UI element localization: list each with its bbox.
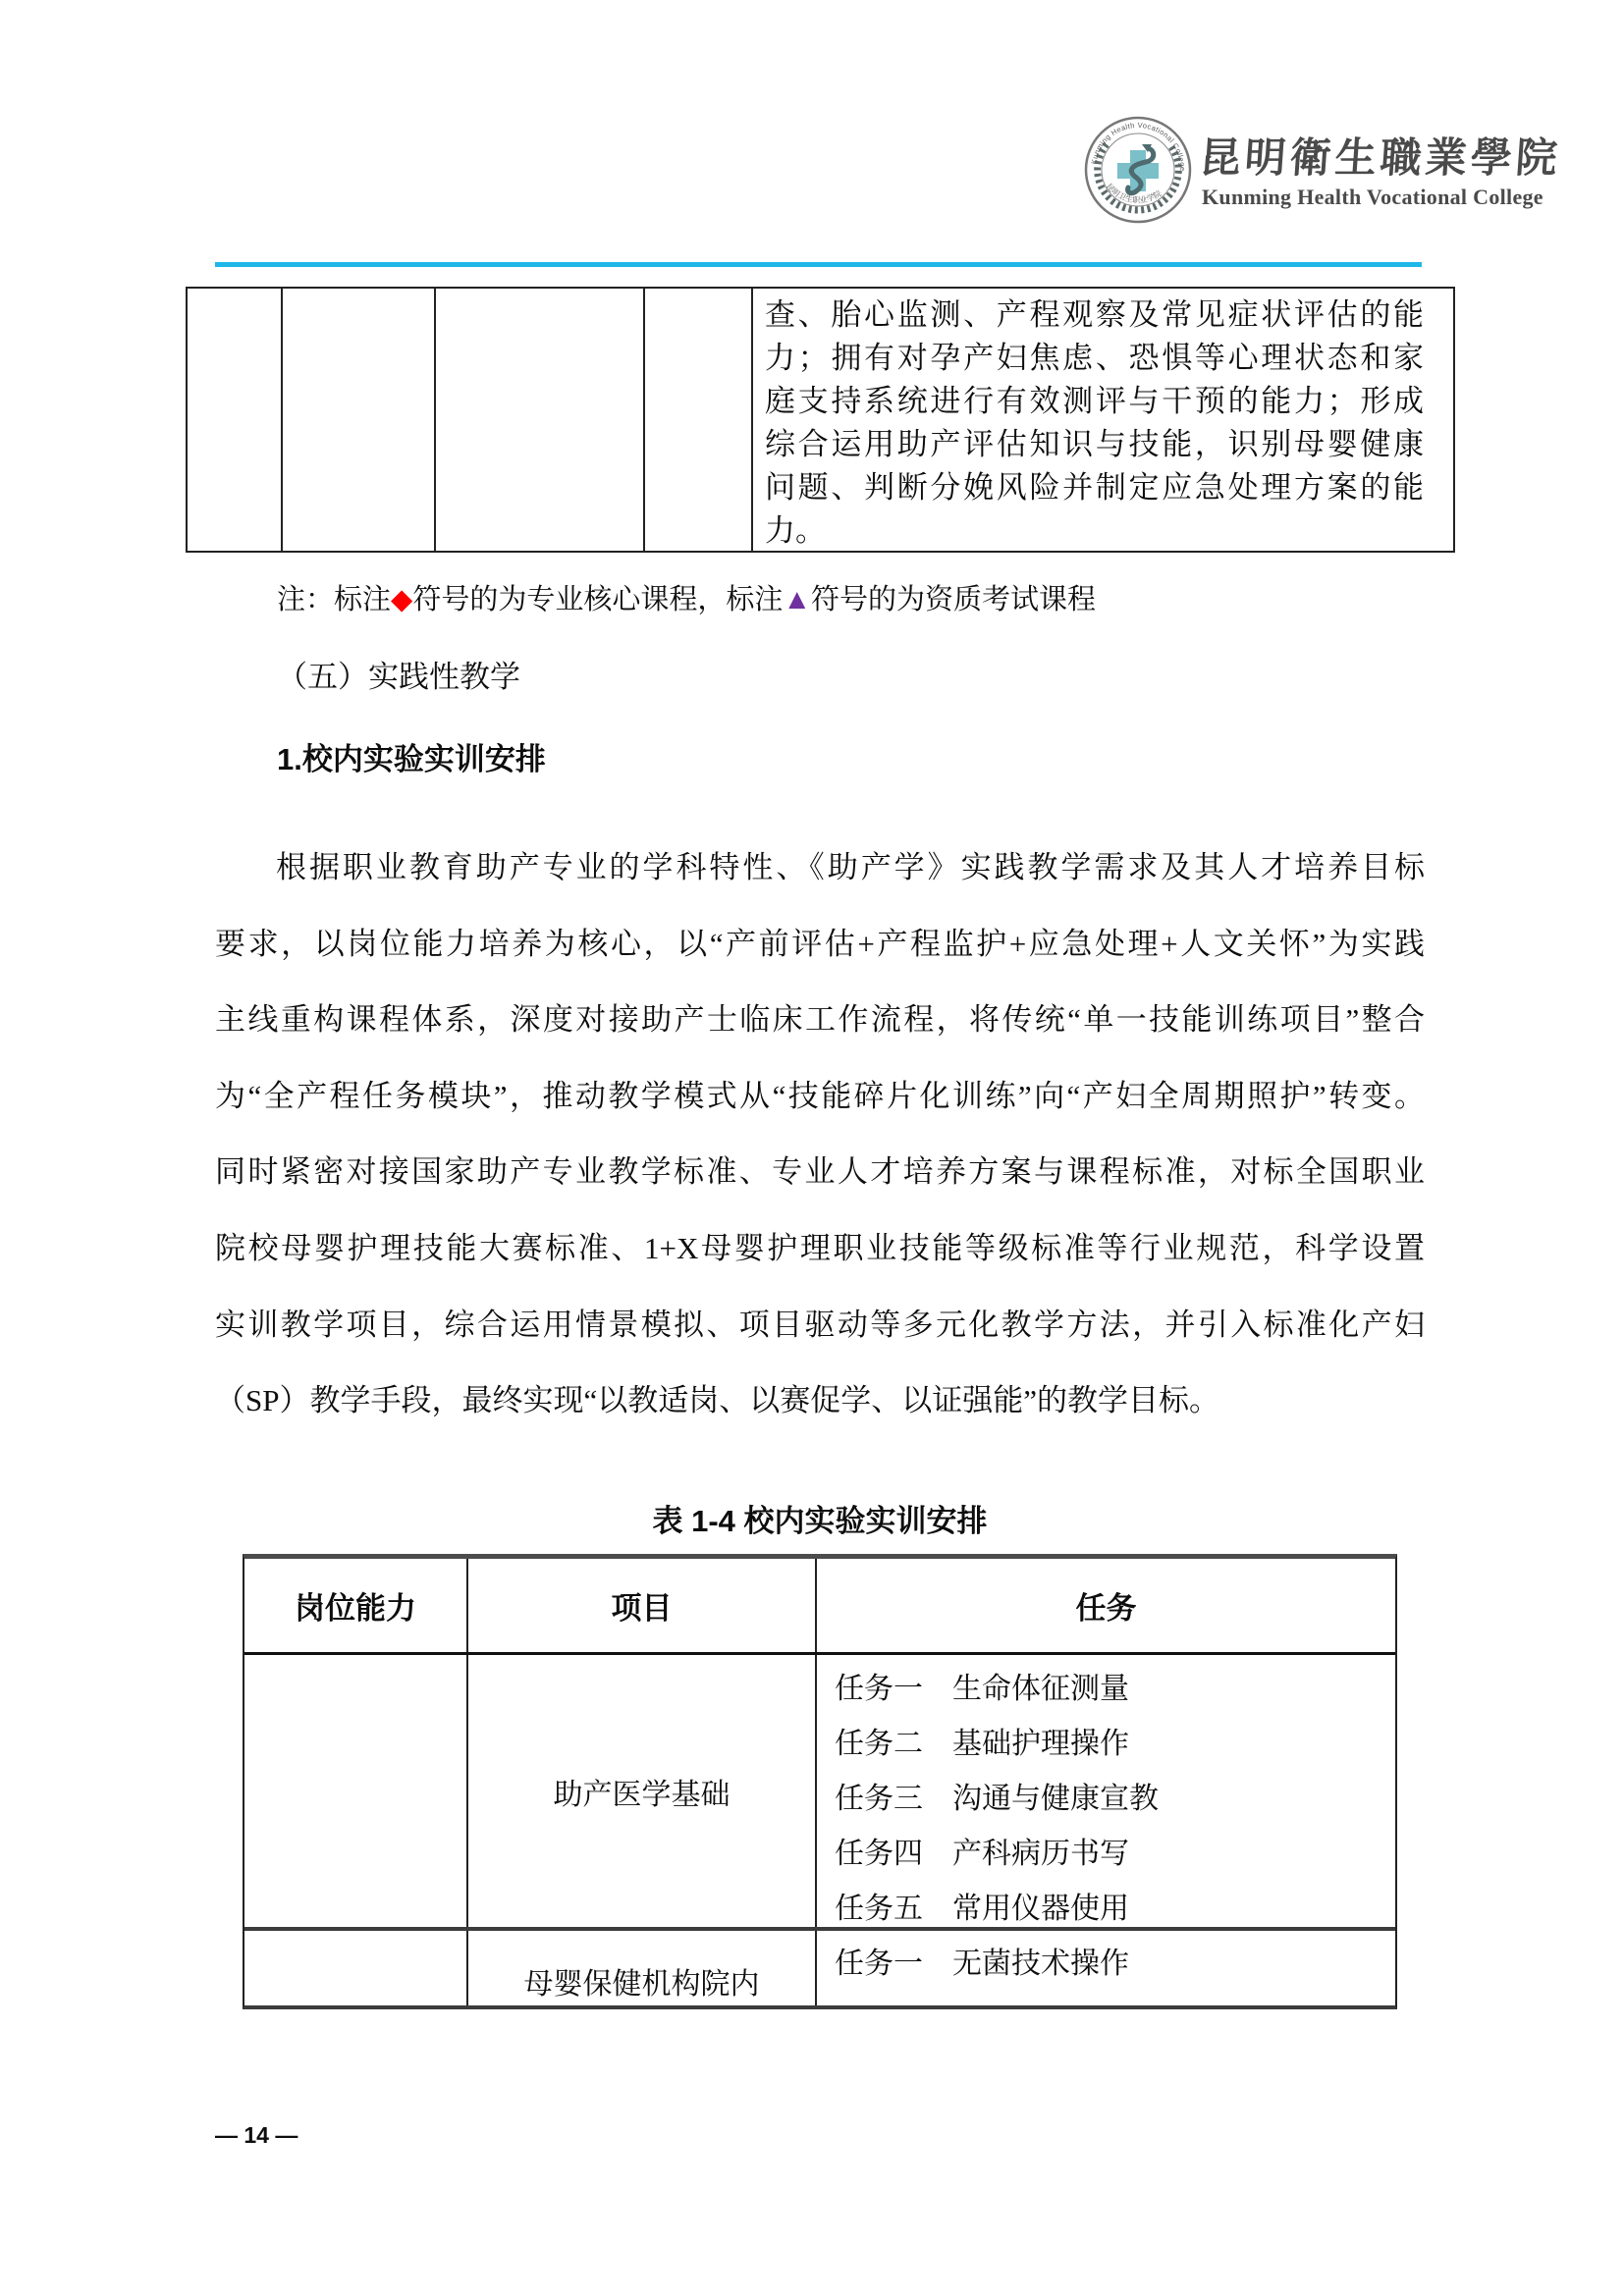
subsection-heading: 1.校内实验实训安排 <box>277 742 546 776</box>
task-list-cell <box>835 1937 1384 1992</box>
seal-text-top: Kunming Health Vocational College <box>1089 120 1188 172</box>
page-number: — 14 — <box>215 2122 298 2148</box>
table-caption: 表 1-4 校内实验实训安排 <box>652 1504 988 1538</box>
college-seal-logo <box>1083 115 1193 225</box>
table-column-divider <box>751 289 753 551</box>
body-paragraph <box>215 829 1425 1439</box>
course-symbol-note <box>277 577 1096 617</box>
cell-text-line: 综合运用助产评估知识与技能，识别母婴健康 <box>765 427 1424 461</box>
task-item: 任务三 沟通与健康宣教 <box>835 1783 1159 1815</box>
paragraph-line: 要求，以岗位能力培养为核心，以“产前评估+产程监护+应急处理+人文关怀”为实践 <box>215 926 1425 961</box>
college-name-english: Kunming Health Vocational College <box>1202 185 1543 209</box>
column-header-ability: 岗位能力 <box>295 1591 416 1626</box>
seal-icon <box>1083 115 1193 225</box>
task-item: 任务二 基础护理操作 <box>835 1728 1129 1760</box>
core-course-diamond-icon: ◆ <box>391 584 413 615</box>
table-column-divider <box>643 289 645 551</box>
note-middle: 符号的为专业核心课程，标注 <box>412 584 784 615</box>
seal-text-bottom: 昆明卫生职业学院 <box>1104 182 1164 205</box>
table-column-divider <box>281 289 283 551</box>
task-item: 任务一 无菌技术操作 <box>835 1948 1129 1980</box>
header-row-divider <box>244 1652 1395 1655</box>
college-name-calligraphy: 昆明衛生職業學院 <box>1198 136 1563 182</box>
ability-description-cell <box>765 294 1424 553</box>
table-column-divider <box>434 289 436 551</box>
paragraph-line: 为“全产程任务模块”，推动教学模式从“技能碎片化训练”向“产妇全周期照护”转变。 <box>215 1078 1425 1113</box>
task-item: 任务四 产科病历书写 <box>835 1838 1129 1870</box>
exam-course-triangle-icon: ▲ <box>783 584 812 615</box>
cell-text-line: 查、胎心监测、产程观察及常见症状评估的能 <box>765 297 1424 332</box>
cell-text-line: 力；拥有对孕产妇焦虑、恐惧等心理状态和家 <box>765 341 1424 375</box>
column-header-task: 任务 <box>1075 1591 1137 1626</box>
task-list-cell <box>835 1662 1384 1937</box>
task-item: 任务一 生命体征测量 <box>835 1673 1129 1705</box>
column-header-project: 项目 <box>611 1591 673 1626</box>
cell-text-line: 问题、判断分娩风险并制定应急处理方案的能 <box>765 470 1424 505</box>
paragraph-line: 主线重构课程体系，深度对接助产士临床工作流程，将传统“单一技能训练项目”整合 <box>215 1002 1425 1038</box>
note-suffix: 符号的为资质考试课程 <box>811 584 1097 615</box>
project-cell: 母婴保健机构院内 <box>523 1968 760 2001</box>
paragraph-line: （SP）教学手段，最终实现“以教适岗、以赛促学、以证强能”的教学目标。 <box>215 1383 1219 1418</box>
task-item: 任务五 常用仪器使用 <box>835 1893 1129 1925</box>
training-arrangement-table <box>243 1554 1397 2009</box>
note-prefix: 注：标注 <box>277 584 392 615</box>
paragraph-line: 实训教学项目，综合运用情景模拟、项目驱动等多元化教学方法，并引入标准化产妇 <box>215 1307 1425 1342</box>
header-divider-line <box>215 262 1422 267</box>
paragraph-line: 院校母婴护理技能大赛标准、1+X母婴护理职业技能等级标准等行业规范，科学设置 <box>215 1230 1425 1265</box>
continuation-table <box>186 287 1455 553</box>
paragraph-line: 同时紧密对接国家助产专业教学标准、专业人才培养方案与课程标准，对标全国职业 <box>215 1154 1425 1190</box>
project-cell: 助产医学基础 <box>553 1778 731 1811</box>
paragraph-line: 根据职业教育助产专业的学科特性、《助产学》实践教学需求及其人才培养目标 <box>276 850 1425 884</box>
section-heading: （五）实践性教学 <box>277 660 520 694</box>
cell-text-line: 庭支持系统进行有效测评与干预的能力；形成 <box>765 384 1424 418</box>
cell-text-line: 力。 <box>765 513 826 548</box>
